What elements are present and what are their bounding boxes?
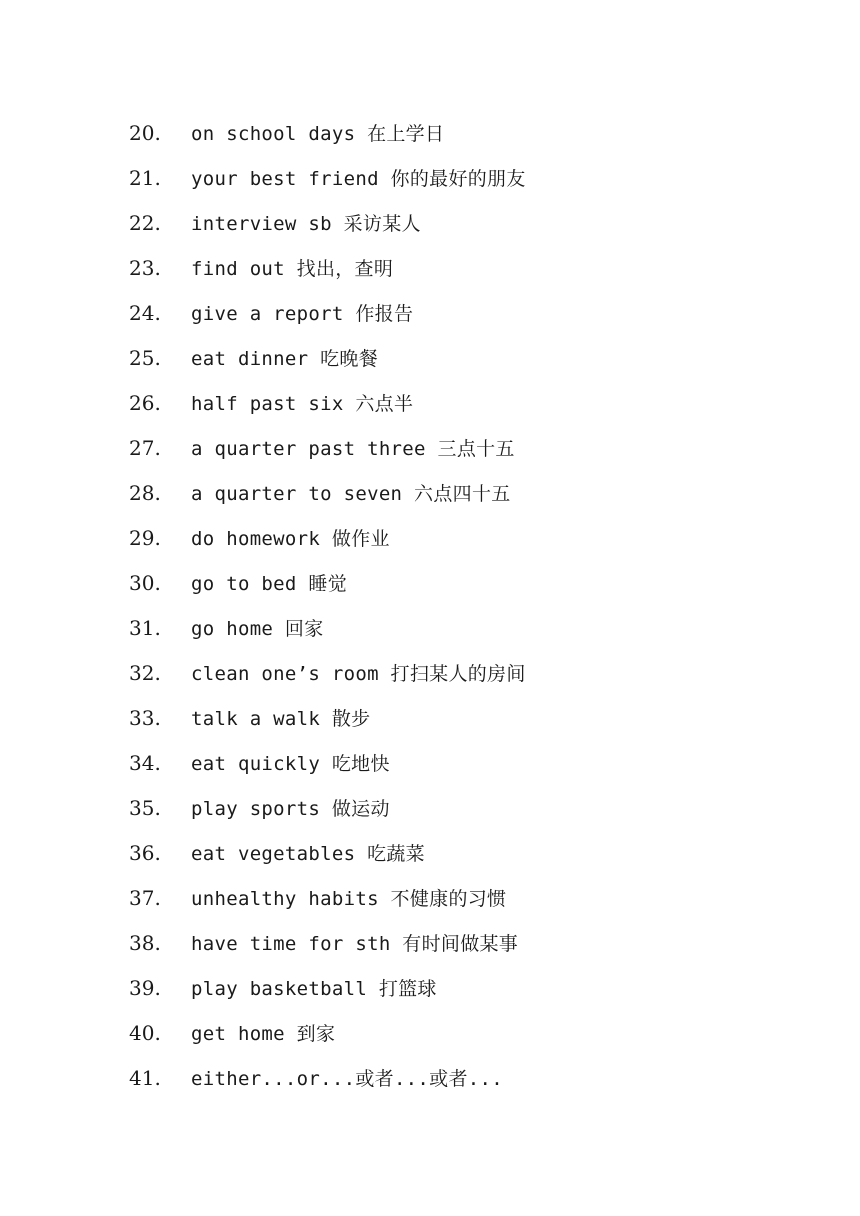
item-text: play sports 做运动 [191, 798, 390, 820]
item-number: 39. [129, 975, 161, 1000]
item-number: 36. [129, 840, 161, 865]
list-item [129, 515, 526, 560]
list-item [129, 155, 526, 200]
item-text: eat dinner 吃晚餐 [191, 348, 379, 370]
item-number: 26. [129, 390, 161, 415]
list-item [129, 650, 526, 695]
item-text: go home 回家 [191, 618, 324, 640]
item-number: 40. [129, 1020, 161, 1045]
item-text: a quarter past three 三点十五 [191, 438, 515, 460]
item-text: your best friend 你的最好的朋友 [191, 168, 526, 190]
list-item [129, 830, 526, 875]
item-number: 32. [129, 660, 161, 685]
item-text: eat vegetables 吃蔬菜 [191, 843, 425, 865]
list-item [129, 245, 526, 290]
list-item [129, 965, 526, 1010]
list-item [129, 560, 526, 605]
item-text: do homework 做作业 [191, 528, 390, 550]
list-item [129, 380, 526, 425]
item-number: 20. [129, 120, 161, 145]
list-item [129, 605, 526, 650]
item-text: find out 找出，查明 [191, 258, 394, 280]
item-number: 35. [129, 795, 161, 820]
list-item [129, 740, 526, 785]
item-number: 33. [129, 705, 161, 730]
item-text: eat quickly 吃地快 [191, 753, 390, 775]
item-text: on school days 在上学日 [191, 123, 445, 145]
list-item [129, 425, 526, 470]
list-item [129, 200, 526, 245]
item-text: clean one’s room 打扫某人的房间 [191, 663, 526, 685]
item-number: 22. [129, 210, 161, 235]
list-item [129, 335, 526, 380]
list-item [129, 1010, 526, 1055]
item-number: 23. [129, 255, 161, 280]
item-text: talk a walk 散步 [191, 708, 371, 730]
list-item [129, 110, 526, 155]
list-item [129, 695, 526, 740]
list-item [129, 290, 526, 335]
item-number: 25. [129, 345, 161, 370]
item-number: 27. [129, 435, 161, 460]
item-number: 29. [129, 525, 161, 550]
list-item [129, 785, 526, 830]
item-text: play basketball 打篮球 [191, 978, 437, 1000]
item-text: have time for sth 有时间做某事 [191, 933, 519, 955]
item-number: 41. [129, 1065, 161, 1090]
item-number: 37. [129, 885, 161, 910]
item-number: 34. [129, 750, 161, 775]
item-number: 30. [129, 570, 161, 595]
list-item [129, 1055, 526, 1100]
item-text: half past six 六点半 [191, 393, 414, 415]
list-item [129, 875, 526, 920]
phrase-list [129, 110, 526, 1100]
item-text: get home 到家 [191, 1023, 336, 1045]
item-text: give a report 作报告 [191, 303, 414, 325]
item-text: either...or...或者...或者... [191, 1068, 503, 1090]
item-text: interview sb 采访某人 [191, 213, 421, 235]
item-number: 28. [129, 480, 161, 505]
item-text: go to bed 睡觉 [191, 573, 347, 595]
item-text: unhealthy habits 不健康的习惯 [191, 888, 507, 910]
list-item [129, 470, 526, 515]
item-number: 38. [129, 930, 161, 955]
item-number: 31. [129, 615, 161, 640]
item-number: 21. [129, 165, 161, 190]
item-text: a quarter to seven 六点四十五 [191, 483, 511, 505]
item-number: 24. [129, 300, 161, 325]
list-item [129, 920, 526, 965]
